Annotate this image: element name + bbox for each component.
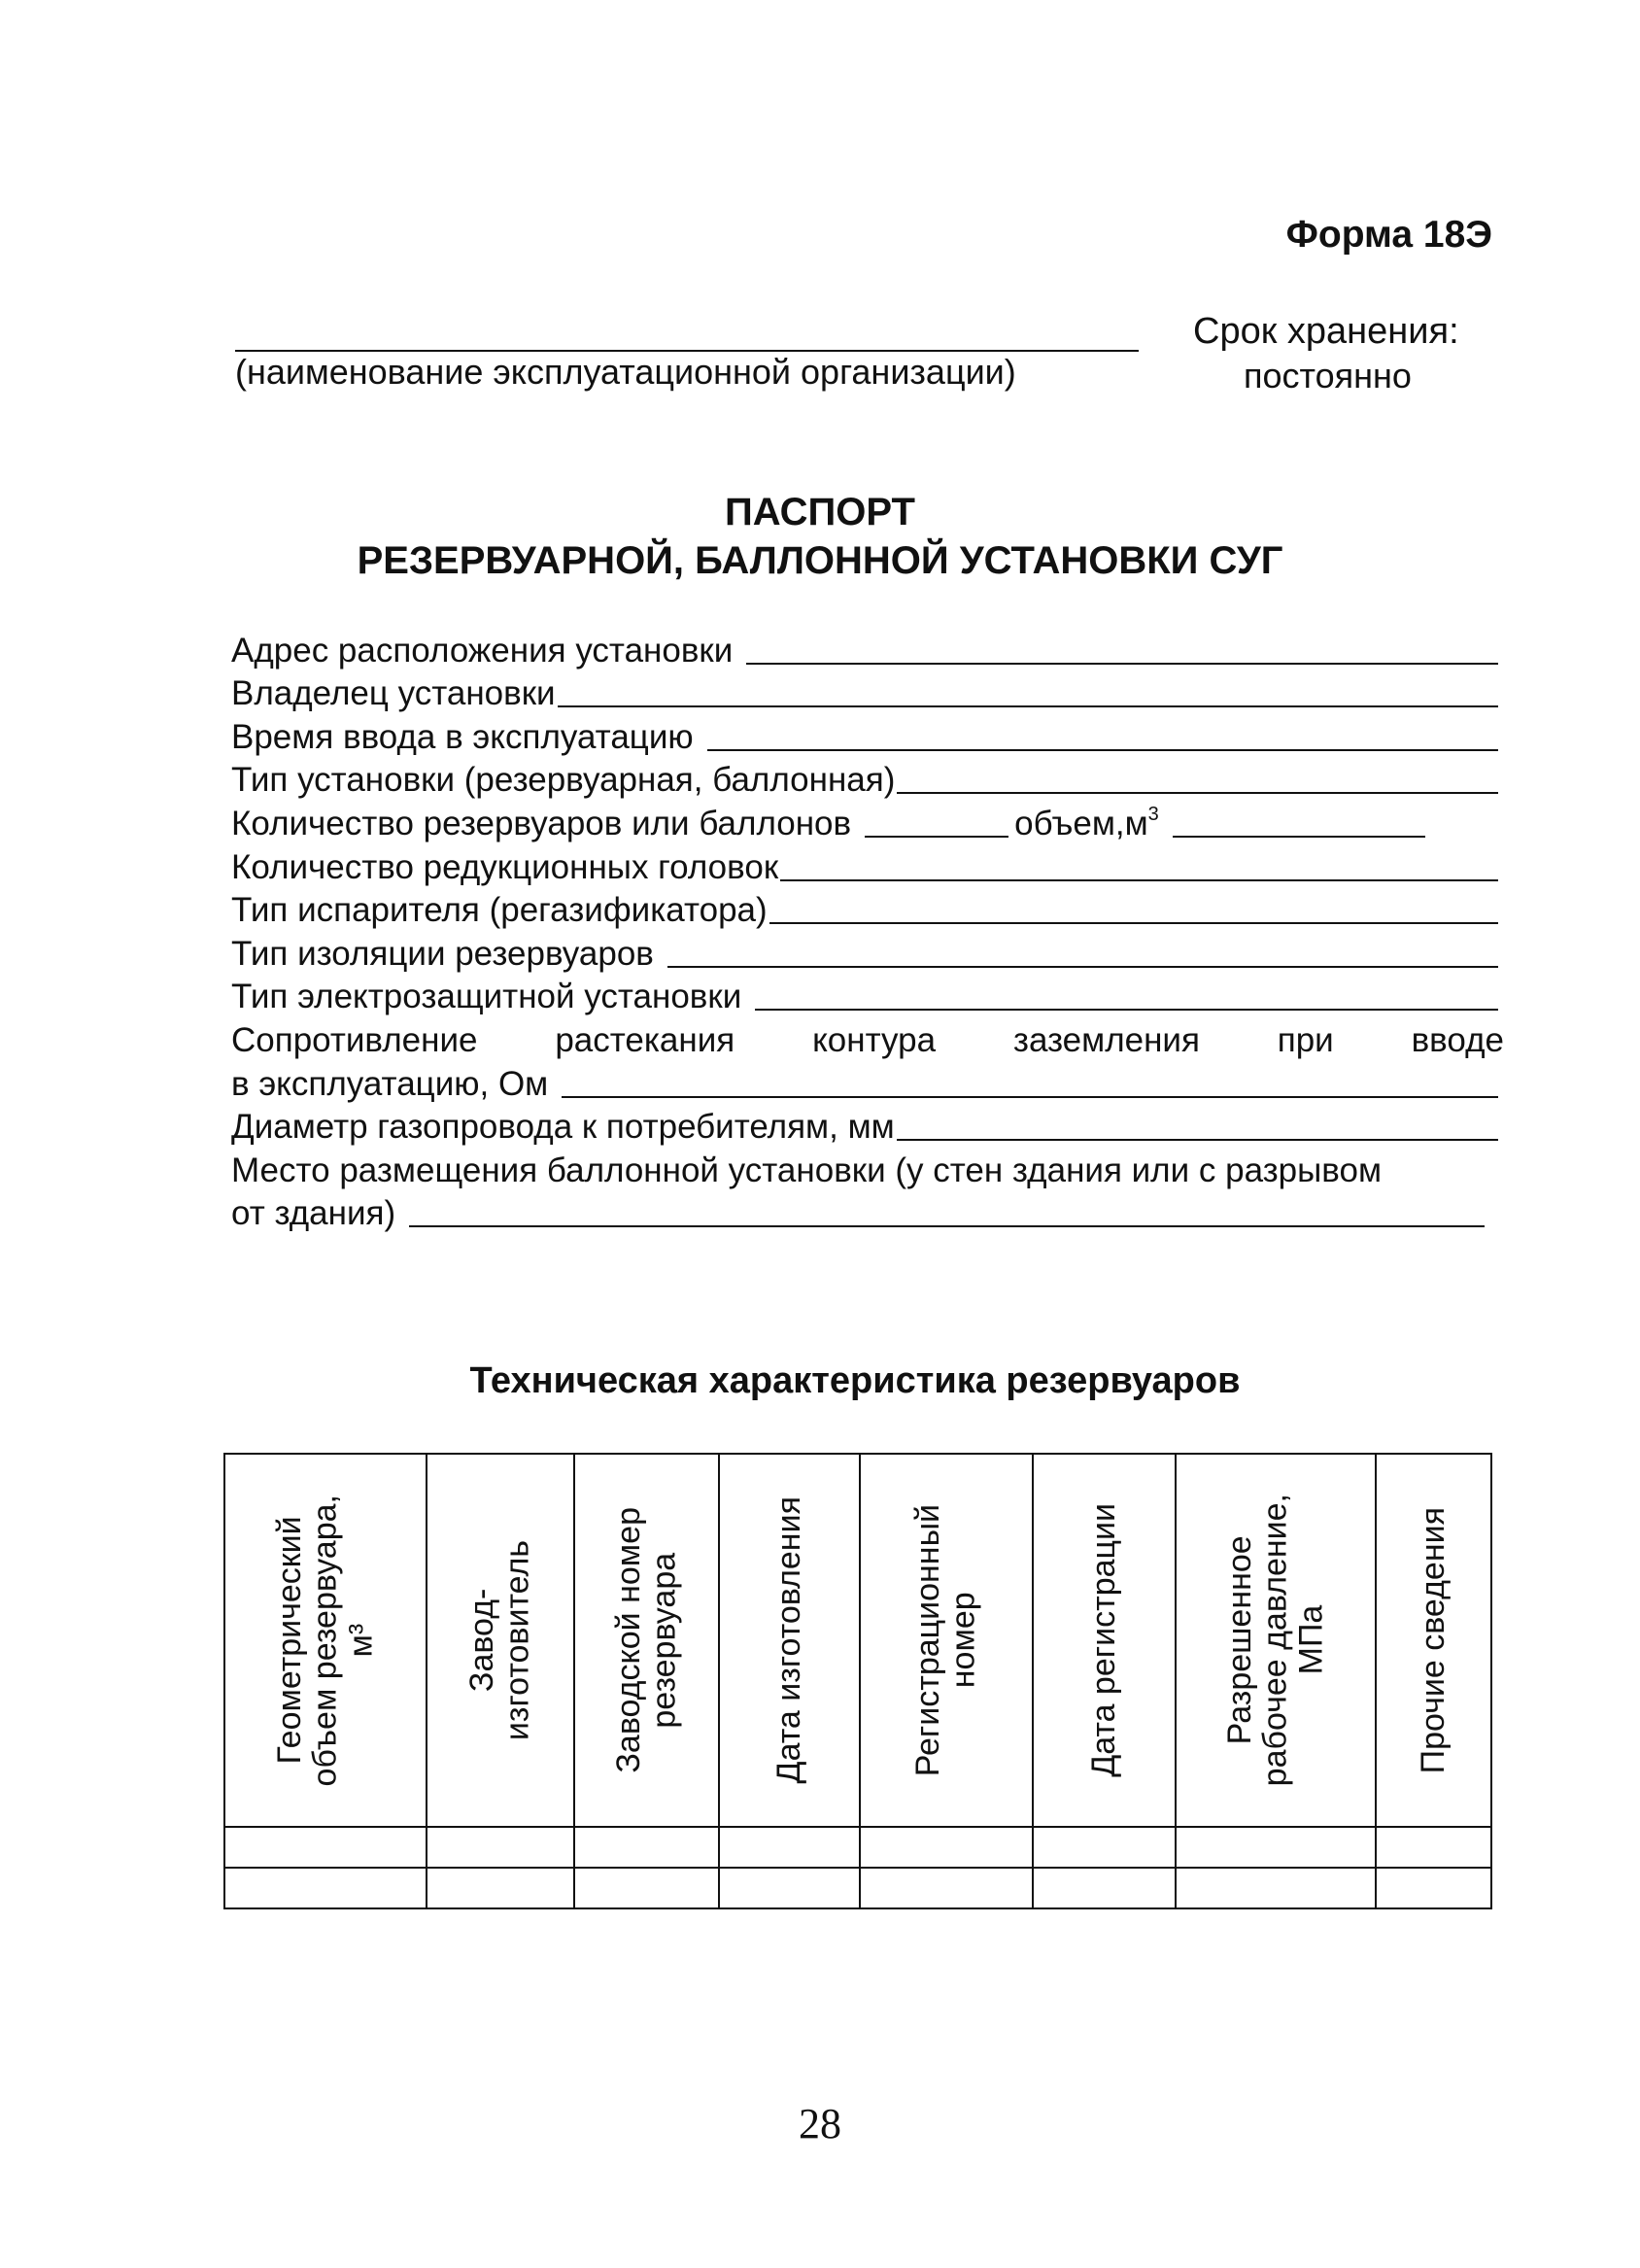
column-header: Прочие сведения xyxy=(1376,1454,1491,1827)
blank-line xyxy=(897,1138,1498,1141)
blank-line xyxy=(746,662,1498,665)
blank-line xyxy=(780,878,1498,881)
field-label: Владелец установки xyxy=(231,674,556,713)
table-cell xyxy=(1033,1868,1177,1908)
table-cell xyxy=(1376,1827,1491,1868)
field-tank-count xyxy=(231,800,1504,843)
table-cell xyxy=(719,1827,860,1868)
field-address xyxy=(231,627,1504,670)
blank-line xyxy=(755,1008,1498,1011)
blank-line xyxy=(865,835,1008,838)
blank-line xyxy=(897,791,1498,794)
field-label: Количество редукционных головок xyxy=(231,847,779,886)
field-label: Количество резервуаров или баллонов xyxy=(231,804,852,842)
table-cell xyxy=(427,1868,574,1908)
blank-line xyxy=(769,921,1498,924)
table-cell xyxy=(860,1868,1033,1908)
blank-line xyxy=(562,1095,1498,1098)
storage-value: постоянно xyxy=(1244,356,1412,395)
field-label: Диаметр газопровода к потребителям, мм xyxy=(231,1108,895,1147)
column-header: Завод- изготовитель xyxy=(427,1454,574,1827)
field-resistance xyxy=(231,1016,1504,1060)
tanks-table xyxy=(223,1453,1492,1909)
doc-subtitle: РЕЗЕРВУАРНОЙ, БАЛЛОННОЙ УСТАНОВКИ СУГ xyxy=(357,539,1283,582)
table-cell xyxy=(1176,1827,1376,1868)
table-cell xyxy=(1376,1868,1491,1908)
field-electroprotection-type xyxy=(231,974,1504,1017)
field-label: Тип изоляции резервуаров xyxy=(231,934,654,973)
table-cell xyxy=(860,1827,1033,1868)
field-commission-time xyxy=(231,713,1504,757)
table-cell xyxy=(719,1868,860,1908)
column-header: Дата регистрации xyxy=(1033,1454,1177,1827)
blank-line xyxy=(409,1224,1485,1227)
table-cell xyxy=(224,1827,427,1868)
storage-label: Срок хранения: xyxy=(1193,311,1459,352)
table-cell xyxy=(1033,1827,1177,1868)
field-label: Сопротивление растекания контура заземления при вводе xyxy=(231,1020,1504,1059)
field-resistance-cont xyxy=(231,1060,1504,1104)
field-owner xyxy=(231,670,1504,714)
column-header: Геометрический объем резервуара, м³ xyxy=(224,1454,427,1827)
column-header: Заводской номер резервуара xyxy=(574,1454,720,1827)
field-insulation-type xyxy=(231,930,1504,974)
column-header: Дата изготовления xyxy=(719,1454,860,1827)
org-caption: (наименование эксплуатационной организации) xyxy=(235,352,1016,392)
field-label: Тип установки (резервуарная, баллонная) xyxy=(231,761,896,800)
table-title: Техническая характеристика резервуаров xyxy=(469,1360,1241,1401)
field-label: Тип электрозащитной установки xyxy=(231,978,742,1016)
field-label: Время ввода в эксплуатацию xyxy=(231,717,694,756)
passport-fields xyxy=(231,627,1504,1233)
table-cell xyxy=(1176,1868,1376,1908)
form-number: Форма 18Э xyxy=(1285,214,1492,256)
table-header-row xyxy=(224,1454,1491,1827)
field-label: Место размещения баллонной установки (у стен здания или с разрывом xyxy=(231,1151,1383,1189)
field-placement xyxy=(231,1147,1504,1190)
blank-line xyxy=(558,704,1498,707)
blank-line xyxy=(1173,835,1425,838)
table-cell xyxy=(574,1827,720,1868)
table-cell xyxy=(574,1868,720,1908)
table-cell xyxy=(224,1868,427,1908)
field-reducer-heads xyxy=(231,843,1504,887)
field-pipe-diameter xyxy=(231,1104,1504,1148)
page-number: 28 xyxy=(799,2100,841,2148)
field-label: в эксплуатацию, Ом xyxy=(231,1064,549,1103)
table-row xyxy=(224,1827,1491,1868)
field-label: Тип испарителя (регазификатора) xyxy=(231,891,768,930)
doc-title: ПАСПОРТ xyxy=(725,491,915,533)
table-row xyxy=(224,1868,1491,1908)
table-cell xyxy=(427,1827,574,1868)
field-install-type xyxy=(231,757,1504,801)
field-label: Адрес расположения установки xyxy=(231,631,734,670)
column-header: Регистрационный номер xyxy=(860,1454,1033,1827)
column-header: Разрешенное рабочее давление, МПа xyxy=(1176,1454,1376,1827)
blank-line xyxy=(667,965,1498,968)
blank-line xyxy=(707,748,1498,751)
field-evaporator-type xyxy=(231,887,1504,931)
volume-label: $объем,м^3$ xyxy=(1014,804,1159,842)
field-placement-cont xyxy=(231,1190,1504,1234)
field-label: от здания) xyxy=(231,1194,396,1233)
